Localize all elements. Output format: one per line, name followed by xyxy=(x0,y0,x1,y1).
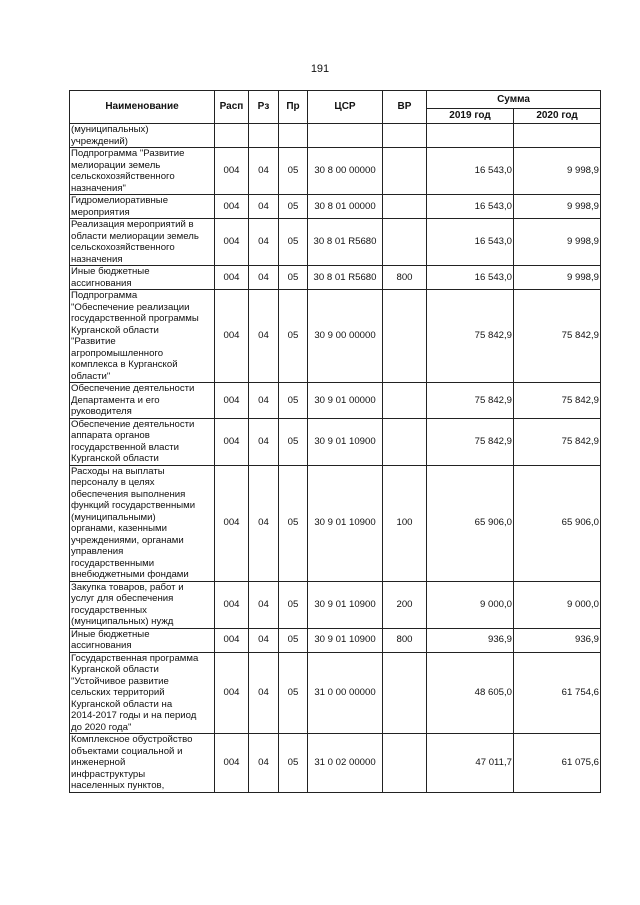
table-row xyxy=(70,734,601,793)
cell-vr xyxy=(383,652,427,734)
cell-pr: 05 xyxy=(279,148,308,195)
cell-csr: 30 8 01 00000 xyxy=(308,195,383,219)
cell-pr: 05 xyxy=(279,383,308,419)
cell-csr: 30 9 01 10900 xyxy=(308,628,383,652)
cell-vr: 200 xyxy=(383,581,427,628)
cell-csr xyxy=(308,124,383,148)
cell-name: Обеспечение деятельности Департамента и его руководителя xyxy=(70,383,215,419)
cell-vr xyxy=(383,219,427,266)
cell-y2019: 936,9 xyxy=(427,628,514,652)
cell-rz: 04 xyxy=(249,290,279,383)
cell-y2020: 65 906,0 xyxy=(514,465,601,581)
cell-csr: 30 9 01 00000 xyxy=(308,383,383,419)
budget-table xyxy=(69,90,601,793)
cell-pr: 05 xyxy=(279,195,308,219)
cell-rz: 04 xyxy=(249,628,279,652)
cell-y2020: 9 998,9 xyxy=(514,219,601,266)
cell-y2020: 75 842,9 xyxy=(514,290,601,383)
cell-csr: 30 8 01 R5680 xyxy=(308,266,383,290)
cell-rasp: 004 xyxy=(215,219,249,266)
cell-y2019 xyxy=(427,124,514,148)
cell-pr: 05 xyxy=(279,418,308,465)
table-row xyxy=(70,266,601,290)
cell-pr: 05 xyxy=(279,219,308,266)
table-row xyxy=(70,148,601,195)
col-header-vr: ВР xyxy=(383,91,427,124)
cell-rz: 04 xyxy=(249,652,279,734)
cell-pr: 05 xyxy=(279,628,308,652)
cell-csr: 30 8 00 00000 xyxy=(308,148,383,195)
cell-rasp: 004 xyxy=(215,266,249,290)
cell-rz xyxy=(249,124,279,148)
table-row xyxy=(70,465,601,581)
col-header-pr: Пр xyxy=(279,91,308,124)
cell-pr: 05 xyxy=(279,652,308,734)
cell-name: Закупка товаров, работ и услуг для обеспечения государственных (муниципальных) нужд xyxy=(70,581,215,628)
cell-rasp: 004 xyxy=(215,418,249,465)
cell-name: Обеспечение деятельности аппарата органов государственной власти Курганской области xyxy=(70,418,215,465)
col-header-sum: Сумма xyxy=(427,91,601,109)
cell-vr xyxy=(383,124,427,148)
cell-vr xyxy=(383,195,427,219)
col-header-2020: 2020 год xyxy=(514,109,601,124)
cell-name: Иные бюджетные ассигнования xyxy=(70,266,215,290)
cell-rasp: 004 xyxy=(215,148,249,195)
cell-rasp: 004 xyxy=(215,195,249,219)
cell-y2020: 61 754,6 xyxy=(514,652,601,734)
cell-csr: 30 8 01 R5680 xyxy=(308,219,383,266)
cell-vr xyxy=(383,290,427,383)
cell-vr xyxy=(383,734,427,793)
cell-rz: 04 xyxy=(249,383,279,419)
cell-csr: 30 9 00 00000 xyxy=(308,290,383,383)
cell-pr: 05 xyxy=(279,734,308,793)
cell-vr: 100 xyxy=(383,465,427,581)
table-row xyxy=(70,628,601,652)
cell-rz: 04 xyxy=(249,734,279,793)
cell-rz: 04 xyxy=(249,465,279,581)
cell-y2019: 16 543,0 xyxy=(427,266,514,290)
page-number: 191 xyxy=(310,63,330,75)
cell-rasp: 004 xyxy=(215,290,249,383)
cell-rz: 04 xyxy=(249,581,279,628)
cell-rasp: 004 xyxy=(215,465,249,581)
cell-rasp: 004 xyxy=(215,652,249,734)
cell-name: (муниципальных) учреждений) xyxy=(70,124,215,148)
cell-csr: 31 0 02 00000 xyxy=(308,734,383,793)
cell-y2019: 75 842,9 xyxy=(427,290,514,383)
table-row xyxy=(70,195,601,219)
cell-name: Расходы на выплаты персоналу в целях обеспечения выполнения функций государственными (муниципальными) органами, казенными учреждениями, органами управления государственными внебюджетными фондами xyxy=(70,465,215,581)
cell-name: Комплексное обустройство объектами социальной и инженерной инфраструктуры населенных пунктов, xyxy=(70,734,215,793)
col-header-rasp: Расп xyxy=(215,91,249,124)
cell-rz: 04 xyxy=(249,148,279,195)
cell-name: Подпрограмма "Обеспечение реализации государственной программы Курганской области "Развитие агропромышленного комплекса в Курганской области" xyxy=(70,290,215,383)
cell-y2019: 16 543,0 xyxy=(427,219,514,266)
cell-pr xyxy=(279,124,308,148)
cell-rz: 04 xyxy=(249,195,279,219)
cell-vr xyxy=(383,418,427,465)
cell-vr: 800 xyxy=(383,628,427,652)
cell-name: Реализация мероприятий в области мелиорации земель сельскохозяйственного назначения xyxy=(70,219,215,266)
cell-y2019: 16 543,0 xyxy=(427,195,514,219)
cell-rasp xyxy=(215,124,249,148)
col-header-name: Наименование xyxy=(70,91,215,124)
cell-name: Гидромелиоративные мероприятия xyxy=(70,195,215,219)
table-row xyxy=(70,383,601,419)
cell-y2019: 65 906,0 xyxy=(427,465,514,581)
cell-y2020: 75 842,9 xyxy=(514,383,601,419)
cell-rasp: 004 xyxy=(215,383,249,419)
table-row xyxy=(70,652,601,734)
cell-csr: 30 9 01 10900 xyxy=(308,581,383,628)
cell-y2020: 75 842,9 xyxy=(514,418,601,465)
cell-y2019: 9 000,0 xyxy=(427,581,514,628)
table-row xyxy=(70,290,601,383)
cell-y2020: 9 000,0 xyxy=(514,581,601,628)
cell-y2019: 16 543,0 xyxy=(427,148,514,195)
cell-y2020 xyxy=(514,124,601,148)
cell-csr: 30 9 01 10900 xyxy=(308,418,383,465)
cell-rz: 04 xyxy=(249,418,279,465)
cell-rasp: 004 xyxy=(215,628,249,652)
cell-pr: 05 xyxy=(279,290,308,383)
cell-rz: 04 xyxy=(249,219,279,266)
cell-pr: 05 xyxy=(279,266,308,290)
col-header-rz: Рз xyxy=(249,91,279,124)
cell-y2019: 75 842,9 xyxy=(427,383,514,419)
table-row xyxy=(70,219,601,266)
cell-y2020: 936,9 xyxy=(514,628,601,652)
table-row xyxy=(70,581,601,628)
cell-y2020: 9 998,9 xyxy=(514,266,601,290)
cell-vr xyxy=(383,383,427,419)
cell-y2020: 9 998,9 xyxy=(514,148,601,195)
cell-csr: 30 9 01 10900 xyxy=(308,465,383,581)
cell-y2019: 47 011,7 xyxy=(427,734,514,793)
cell-rasp: 004 xyxy=(215,734,249,793)
cell-y2020: 61 075,6 xyxy=(514,734,601,793)
cell-y2019: 48 605,0 xyxy=(427,652,514,734)
cell-pr: 05 xyxy=(279,465,308,581)
cell-rasp: 004 xyxy=(215,581,249,628)
cell-y2020: 9 998,9 xyxy=(514,195,601,219)
cell-name: Государственная программа Курганской области "Устойчивое развитие сельских территорий Курганской области на 2014-2017 годы и на период до 2020 года" xyxy=(70,652,215,734)
cell-vr: 800 xyxy=(383,266,427,290)
col-header-2019: 2019 год xyxy=(427,109,514,124)
cell-pr: 05 xyxy=(279,581,308,628)
cell-csr: 31 0 00 00000 xyxy=(308,652,383,734)
cell-name: Подпрограмма "Развитие мелиорации земель сельскохозяйственного назначения" xyxy=(70,148,215,195)
table-row xyxy=(70,124,601,148)
table-row xyxy=(70,418,601,465)
cell-y2019: 75 842,9 xyxy=(427,418,514,465)
cell-vr xyxy=(383,148,427,195)
cell-rz: 04 xyxy=(249,266,279,290)
col-header-csr: ЦСР xyxy=(308,91,383,124)
cell-name: Иные бюджетные ассигнования xyxy=(70,628,215,652)
